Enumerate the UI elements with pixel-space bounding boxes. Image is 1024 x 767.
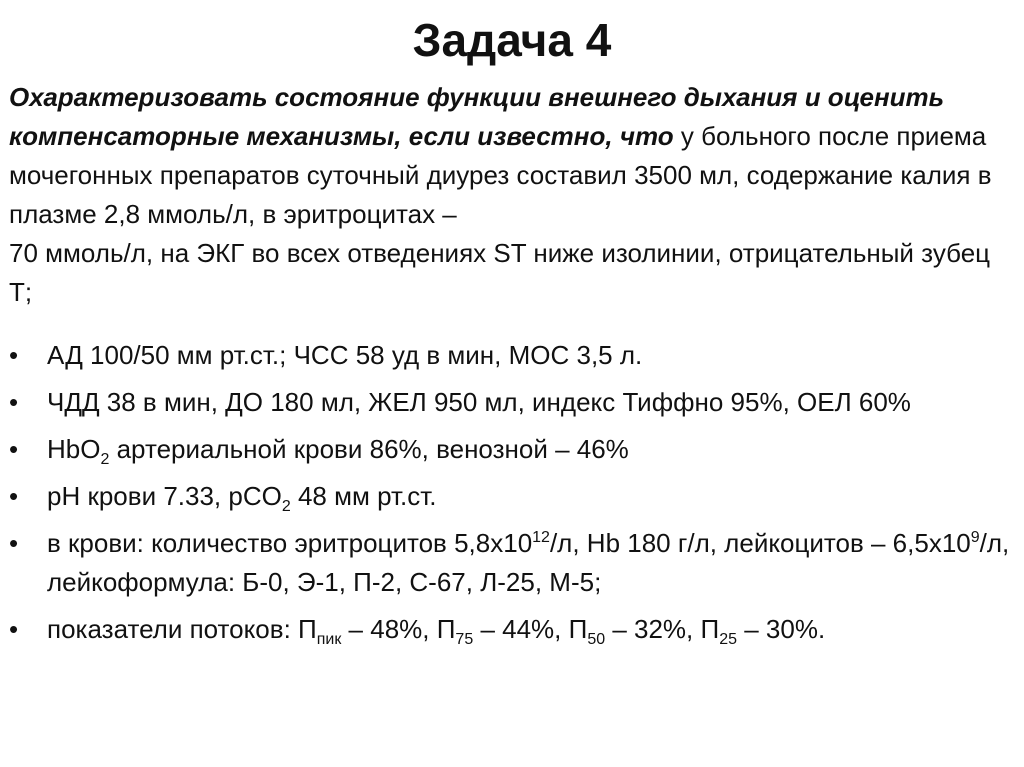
bullet-marker: • [9, 434, 19, 464]
data-list [9, 336, 1014, 657]
subscript: 75 [455, 631, 474, 648]
task-text-a: у больного после приема мочегонных препаратов суточный диурез составил 3500 мл, содержание калия в плазме 2,8 ммоль/л, в эритроцитах – [9, 121, 992, 229]
list-item [9, 524, 1014, 602]
item-text: артериальной крови 86%, венозной – 46% [109, 434, 629, 464]
subscript: 2 [281, 498, 291, 515]
subscript: 25 [719, 631, 737, 648]
bullet-marker: • [9, 481, 19, 511]
task-intro [9, 78, 1014, 312]
item-text: HbO [47, 434, 101, 464]
item-text: – 30%. [737, 614, 826, 644]
item-text: /л, лейкоформула: Б-0, Э-1, П-2, С-67, Л-25, М-5; [47, 528, 1010, 597]
item-text: 48 мм рт.ст. [290, 481, 437, 511]
item-text: /л, Hb 180 г/л, лейкоцитов – 6,5х10 [549, 528, 971, 558]
subscript: пик [316, 631, 342, 648]
task-lead: Охарактеризовать состояние функции внешнего дыхания и оценить компенсаторные механизмы, если известно, что [9, 82, 945, 151]
item-text: – 48%, П [341, 614, 456, 644]
bullet-marker: • [9, 387, 19, 417]
superscript: 9 [970, 529, 980, 546]
item-text: АД 100/50 мм рт.ст.; ЧСС 58 уд в мин, МОС 3,5 л. [47, 340, 643, 370]
bullet-marker: • [9, 528, 19, 558]
list-item [9, 383, 1014, 422]
list-item [9, 477, 1014, 516]
item-text: – 32%, П [605, 614, 720, 644]
slide-title: Задача 4 [412, 14, 612, 66]
item-text: в крови: количество эритроцитов 5,8х10 [47, 528, 533, 558]
list-item [9, 430, 1014, 469]
subscript: 50 [587, 631, 606, 648]
item-text: ЧДД 38 в мин, ДО 180 мл, ЖЕЛ 950 мл, индекс Тиффно 95%, ОЕЛ 60% [47, 387, 911, 417]
bullet-marker: • [9, 340, 19, 370]
list-item [9, 336, 1014, 375]
item-text: рН крови 7.33, рCO [47, 481, 282, 511]
bullet-marker: • [9, 614, 19, 644]
list-item [9, 610, 1014, 649]
item-text: – 44%, П [473, 614, 588, 644]
task-text-b: 70 ммоль/л, на ЭКГ во всех отведениях ST ниже изолинии, отрицательный зубец Т; [9, 238, 991, 307]
superscript: 12 [532, 529, 550, 546]
item-text: показатели потоков: П [47, 614, 317, 644]
subscript: 2 [100, 451, 110, 468]
